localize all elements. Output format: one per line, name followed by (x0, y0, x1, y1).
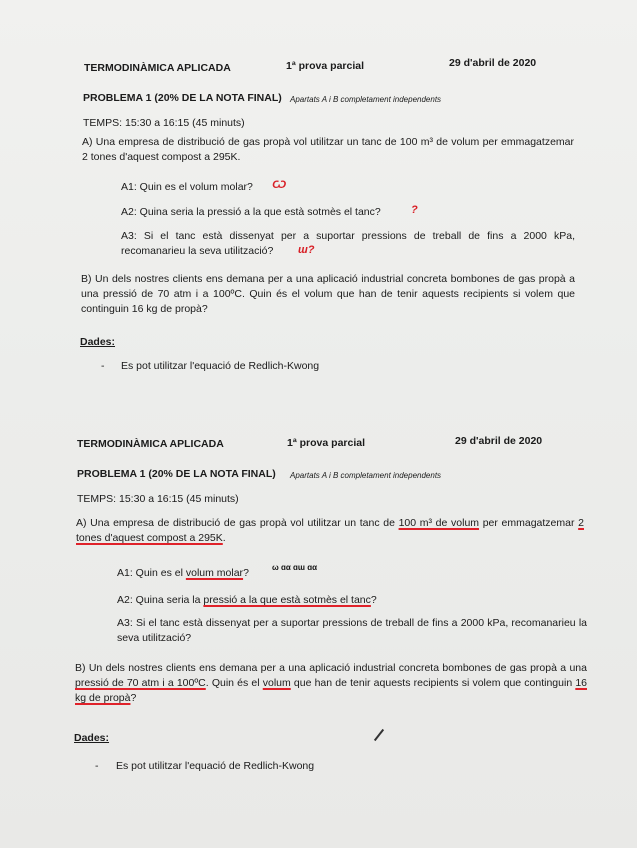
underline-tank-volume: 100 m³ de volum (398, 517, 480, 529)
header-course-title: TERMODINÀMICA APLICADA (77, 438, 224, 450)
handwritten-mark-a2: ? (411, 204, 418, 216)
data-heading: Dades: (74, 732, 110, 744)
header-exam-label: 1ª prova parcial (286, 60, 365, 72)
question-a2: A2: Quina seria la pressió a la que està sotmès el tanc? (117, 594, 377, 606)
problem-title: PROBLEMA 1 (20% DE LA NOTA FINAL) (83, 92, 282, 104)
underline-propane-mass: 16 kg de propà (75, 677, 587, 704)
part-b-statement: B) Un dels nostres clients ens demana per a una aplicació industrial concreta bombones de gas propà a una pressió de 70 atm i a 100ºC. Quin és el volum que han de tenir aquests recipients si volem que continguin 16 kg de propà? (75, 662, 587, 704)
underline-mass-temperature: 2 tones d'aquest compost a 295K (76, 517, 584, 544)
data-bullet-text: Es pot utilitzar l'equació de Redlich-Kwong (121, 360, 320, 372)
question-a1: A1: Quin es el volum molar? (121, 181, 253, 193)
pen-stroke (374, 729, 384, 741)
handwritten-mark-a1: Ѡ (272, 179, 287, 191)
problem-title: PROBLEMA 1 (20% DE LA NOTA FINAL) (77, 468, 276, 480)
bullet-dash: - (95, 760, 99, 772)
handwritten-note-a1: ω ɑα ɑɯ ɑα (272, 563, 318, 572)
data-bullet-text: Es pot utilitzar l'equació de Redlich-Kwong (116, 760, 315, 772)
part-a-statement (76, 516, 584, 546)
part-a-text: per emmagatzemar (479, 517, 579, 529)
underline-volume: volum (262, 677, 291, 689)
question-a3: A3: Si el tanc està dissenyat per a suportar pressions de treball de fins a 2000 kPa, recomanarieu la seva utilització? (121, 230, 575, 257)
header-course-title: TERMODINÀMICA APLICADA (84, 62, 231, 74)
question-a1: A1: Quin es el volum molar? (117, 567, 249, 579)
exam-time: TEMPS: 15:30 a 16:15 (45 minuts) (77, 493, 239, 505)
question-a3: A3: Si el tanc està dissenyat per a suportar pressions de treball de fins a 2000 kPa, recomanarieu la seva utilització? (117, 617, 587, 644)
problem-note: Apartats A i B completament independents (290, 471, 442, 480)
part-b-statement: B) Un dels nostres clients ens demana per a una aplicació industrial concreta bombones de gas propà a una pressió de 70 atm i a 100ºC. Quin és el volum que han de tenir aquests recipients si volem que continguin 16 kg de propà? (81, 273, 575, 315)
part-a-text: . (222, 532, 226, 544)
data-heading: Dades: (80, 336, 116, 348)
header-exam-label: 1ª prova parcial (287, 437, 366, 449)
exam-time: TEMPS: 15:30 a 16:15 (45 minuts) (83, 117, 245, 129)
part-a-statement: A) Una empresa de distribució de gas propà vol utilitzar un tanc de 100 m³ de volum per emmagatzemar 2 tones d'aquest compost a 295K. (82, 136, 574, 163)
header-date: 29 d'abril de 2020 (455, 435, 543, 447)
part-a-text: A) Una empresa de distribució de gas propà vol utilitzar un tanc de (76, 517, 399, 529)
problem-note: Apartats A i B completament independents (290, 95, 442, 104)
underline-pressure-temperature: pressió de 70 atm i a 100ºC (75, 677, 206, 689)
question-a2: A2: Quina seria la pressió a la que està sotmès el tanc? (121, 206, 381, 218)
bullet-dash: - (101, 360, 105, 372)
header-date: 29 d'abril de 2020 (449, 57, 537, 69)
underline-molar-volume: volum molar (185, 567, 244, 579)
underline-tank-pressure: pressió a la que està sotmès el tanc (203, 594, 371, 606)
handwritten-mark-a3: ɯ? (298, 244, 315, 256)
